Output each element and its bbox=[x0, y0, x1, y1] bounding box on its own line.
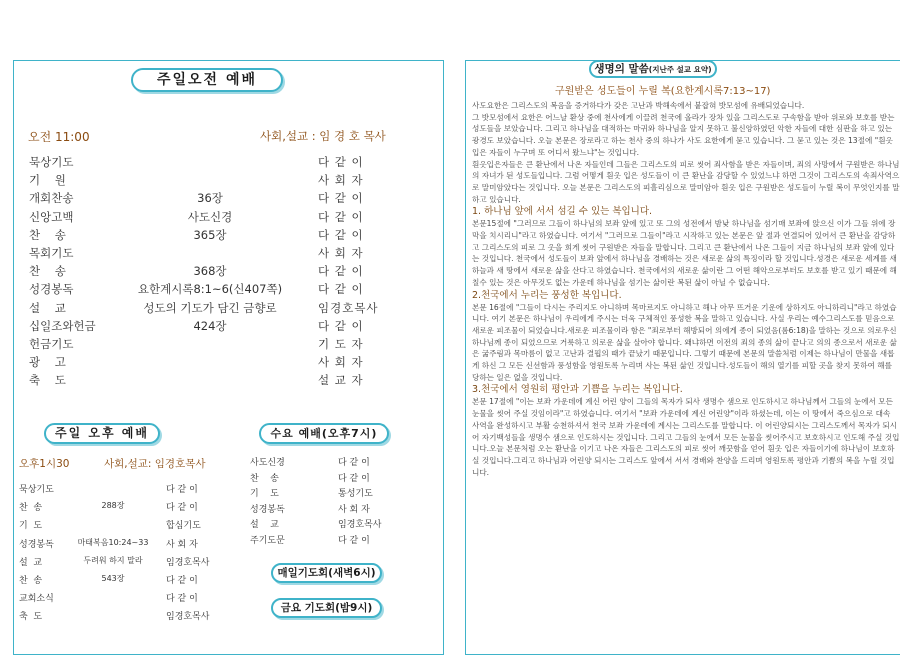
morning-item-person: 사 회 자 bbox=[318, 355, 364, 370]
sermon-point-heading: 3.천국에서 영원히 평안과 기쁨을 누리는 복입니다. bbox=[472, 384, 683, 396]
afternoon-item-name: 찬 송 bbox=[19, 503, 43, 514]
afternoon-item-name: 축 도 bbox=[19, 612, 43, 623]
morning-item-name: 신앙고백 bbox=[29, 209, 74, 224]
afternoon-item-person: 다 같 이 bbox=[166, 503, 198, 514]
wednesday-item-person: 다 같 이 bbox=[338, 473, 370, 484]
afternoon-item-name: 교회소식 bbox=[19, 594, 54, 605]
morning-item-name: 찬 송 bbox=[29, 264, 66, 279]
wednesday-item-person: 임경호목사 bbox=[338, 520, 382, 530]
morning-item-person: 다 같 이 bbox=[318, 209, 364, 224]
afternoon-item-name: 묵상기도 bbox=[19, 485, 54, 495]
wednesday-item-name: 주기도문 bbox=[250, 535, 285, 546]
afternoon-item-person: 다 같 이 bbox=[166, 594, 198, 605]
wednesday-service-title: 수요 예배(오후7시) bbox=[259, 423, 389, 444]
morning-item-detail: 36장 bbox=[197, 191, 223, 206]
morning-service-title: 주일오전 예배 bbox=[131, 68, 283, 92]
sermon-point-text: 본문 16절에 "그들이 다시는 주리지도 아니하며 목마르지도 아니하고 해나 아무 뜨거운 기운에 상하지도 아니하리니"라고 하였습니다. 여기 본문은 하나님이 우리에게 주시는 더욱 구체적인 풍성한 복을 말하고 있습니다. 사실 우리는 예수그리스도를 믿음으로 새로운 피조물이 되었습니다.새로운 피조물이라 함은 "죄로부터 해방되어 의에게 종이 되었음(롬6:18)을 말하는 것으로 의로우신 하나님께 종이 되었으므로 거룩하고 의로운 삶을 살아야 합니다. 왜냐하면 이전의 죄의 종의 삶이 끝나고 의의 종으로서 새로운 삶은 굶주림과 목마름이 없고 고난과 결핍의 때가 끝났기 때문입니다. 그렇기 때문에 본문의 말씀처럼 이제는 하나님이 만물을 새롭게 하신 그 모든 신선함과 풍성함을 영원토록 누리며 사는 복된 삶인 것입니다.성도들이 해의 열기를 피할 곳을 찾지 못하여 해를 당하는 일은 없을 것입니다. bbox=[472, 302, 897, 382]
afternoon-item-detail: 288장 bbox=[101, 501, 125, 511]
morning-item-person: 다 같 이 bbox=[318, 191, 364, 206]
afternoon-officiant: 사회,설교: 임경호목사 bbox=[104, 458, 206, 470]
afternoon-item-person: 다 같 이 bbox=[166, 576, 198, 586]
morning-item-name: 성경봉독 bbox=[29, 282, 74, 297]
sermon-paragraph: 그 밧모섬에서 요한은 어느날 환상 중에 천사에게 이끌려 천국에 올라가 장차 있을 그리스도로 구속함을 받아 위로와 보호를 받는 성도들을 보았습니다. 그리고 하나님을 대적하는 마귀와 하나님을 알지 못하고 불신앙하였던 악한 자들에 대한 심판을 하고 있는 광경도 보았습니다. 오늘 본문은 장로라고 하는 천사 중의 하나가 사도 요한에게 묻고 있습니다. 그 묻고 있는 것은 13절에 "흰옷 입은 자들이 누구며 또 어디서 왔느냐"는 것입니다. bbox=[472, 112, 895, 157]
morning-time: 오전 11:00 bbox=[28, 130, 90, 144]
morning-item-name: 축 도 bbox=[29, 373, 66, 388]
morning-item-person: 사 회 자 bbox=[318, 173, 364, 188]
morning-item-person: 설 교 자 bbox=[318, 373, 364, 388]
wednesday-item-person: 다 같 이 bbox=[338, 458, 370, 468]
afternoon-service-title: 주일 오후 예배 bbox=[44, 423, 160, 444]
morning-item-person: 임경호목사 bbox=[318, 300, 379, 315]
morning-item-detail: 368장 bbox=[193, 264, 227, 279]
afternoon-item-person: 임경호목사 bbox=[166, 557, 210, 568]
morning-item-detail: 성도의 기도가 담긴 금향로 bbox=[143, 300, 277, 315]
sermon-subtitle: 구원받은 성도들이 누릴 복(요한계시록7:13~17) bbox=[555, 86, 771, 97]
morning-item-detail: 365장 bbox=[193, 227, 227, 242]
morning-item-person: 다 같 이 bbox=[318, 264, 364, 279]
morning-item-name: 설 교 bbox=[29, 300, 66, 315]
afternoon-item-person: 합심기도 bbox=[166, 521, 201, 532]
morning-item-detail: 사도신경 bbox=[187, 209, 233, 224]
sermon-title: 생명의 말씀 bbox=[594, 63, 649, 75]
afternoon-item-detail: 543장 bbox=[101, 574, 125, 583]
afternoon-item-detail: 두려워 하지 말라 bbox=[83, 555, 143, 565]
morning-item-name: 개회찬송 bbox=[29, 191, 74, 206]
wednesday-item-person: 사 회 자 bbox=[338, 504, 370, 515]
wednesday-item-name: 찬 송 bbox=[250, 473, 279, 484]
wednesday-item-name: 설 교 bbox=[250, 520, 279, 530]
sermon-paragraph: 흰옷입은자들은 큰 환난에서 나온 자들인데 그들은 그리스도의 피로 씻어 죄사함을 받은 자들이며, 죄의 사망에서 구원받은 하나님의 자녀가 된 성도들입니다. 그럼 어떻게 흰옷 입은 성도들이 이 큰 환난을 감당할 수 있었느냐 하면 그것이 그리스도의 속죄사역으로 말미암았다는 것입니다. 오늘 본문은 그리스도의 피흘리심으로 말미암아 흰옷 입은 구원받은 성도들이 누릴 복이 무엇인지를 말하고 있습니다. bbox=[472, 159, 900, 204]
morning-item-name: 목회기도 bbox=[29, 246, 74, 260]
afternoon-item-name: 성경봉독 bbox=[19, 539, 54, 550]
morning-item-person: 사 회 자 bbox=[318, 246, 364, 260]
wednesday-item-person: 다 같 이 bbox=[338, 535, 370, 546]
morning-item-detail: 424장 bbox=[193, 318, 227, 333]
wednesday-item-name: 기 도 bbox=[250, 489, 279, 499]
afternoon-item-detail: 마태복음10:24~33 bbox=[77, 537, 149, 547]
afternoon-item-name: 설 교 bbox=[19, 557, 43, 568]
sermon-point-text: 본문15절에 "그러므로 그들이 하나님의 보좌 앞에 있고 또 그의 성전에서 밤낮 하나님을 섬기매 보좌에 앉으신 이가 그들 위에 장막을 치시리니"라고 하였습니다. 여기서 "그러므로 그들이"라고 시작하고 있는 본문은 앞 절과 연결되어 있어서 큰 환난을 감당하고 그리스도의 피로 그 옷을 희게 씻어 구원받은 자들을 말합니다. 그리고 큰 환난에서 나온 그들이 지금 하나님의 보좌 앞에 있다는 것입니다. 천국에서 성도들이 보좌 앞에서 하나님을 경배하는 것은 새로운 삶의 특징이라 할 것입니다.성경은 새로운 세계를 새 하늘과 새 땅에서 새로운 삶을 산다고 하였습니다. 천국에서의 새로운 삶이란 그 어떤 해악으로부터도 보호를 받고 있기 때문에 해칠수 있는 것은 아무것도 없는 가운데 하나님을 섬기는 삶이란 복된 삶이 아닐 수 없습니다. bbox=[472, 219, 897, 287]
afternoon-item-person: 임경호목사 bbox=[166, 612, 210, 623]
afternoon-time: 오후1시30 bbox=[19, 458, 70, 470]
wednesday-item-name: 사도신경 bbox=[250, 458, 285, 468]
afternoon-item-person: 사 회 자 bbox=[166, 539, 198, 550]
morning-item-name: 묵상기도 bbox=[29, 155, 74, 169]
wednesday-item-person: 통성기도 bbox=[338, 489, 373, 499]
sermon-point-heading: 2.천국에서 누리는 풍성한 복입니다. bbox=[472, 289, 622, 301]
sermon-title-sub: (지난주 설교 요약) bbox=[648, 65, 712, 74]
afternoon-item-person: 다 같 이 bbox=[166, 485, 198, 495]
daily-prayer-title: 매일기도회(새벽6시) bbox=[271, 563, 382, 583]
friday-prayer-title: 금요 기도회(밤9시) bbox=[271, 598, 382, 618]
morning-item-person: 기 도 자 bbox=[318, 337, 364, 351]
morning-item-person: 다 같 이 bbox=[318, 155, 364, 169]
morning-item-detail: 요한계시록8:1~6(신407쪽) bbox=[137, 282, 283, 297]
morning-item-person: 다 같 이 bbox=[318, 282, 364, 297]
morning-item-person: 다 같 이 bbox=[318, 227, 364, 242]
morning-item-name: 십일조와헌금 bbox=[29, 318, 96, 333]
morning-item-person: 다 같 이 bbox=[318, 318, 364, 333]
morning-item-name: 기 원 bbox=[29, 173, 66, 188]
morning-item-name: 광 고 bbox=[29, 355, 66, 370]
sermon-point-heading: 1. 하나님 앞에 서서 섬길 수 있는 복입니다. bbox=[472, 206, 653, 218]
afternoon-item-name: 찬 송 bbox=[19, 576, 43, 586]
morning-item-name: 헌금기도 bbox=[29, 337, 74, 351]
sermon-point-text: 본문 17절에 "이는 보좌 가운데에 계신 어린 양이 그들의 목자가 되사 생명수 샘으로 인도하시고 하나님께서 그들의 눈에서 모든 눈물을 씻어 주실 것임이라"고 하였습니다. 여기서 "보좌 가운데에 계신 어린양"이라 하셨는데, 이는 이 땅에서 죽으심으로 대속 사역을 완성하시고 부활 승천하셔서 천국 보좌 가운데에 계시는 그리스도를 말합니다. 이 어린양되시는 그리스도께서 목자가 되시어 자기백성들을 생명수 샘으로 인도하시는 것입니다. 그리고 그들의 눈에서 모든 눈물을 씻어주시고 보호하시고 인도해 주실 것입니다.오늘 본문처럼 오는 환난을 이기고 나온 자들은 그리스도의 피로 씻어 깨끗함을 얻어 흰옷 입은 자들이기에 하나님이 보호하실 것입니다.그리고 하나님과 어린양 되시는 그리스도 앞에서 서서 경배와 찬양을 드리며 영원토록 평안과 기쁨의 복을 누릴 것입니다. bbox=[472, 397, 900, 477]
morning-item-name: 찬 송 bbox=[29, 227, 66, 242]
sermon-paragraph: 사도요한은 그리스도의 복음을 증거하다가 갖은 고난과 박해속에서 붙잡혀 밧모섬에 유배되었습니다. bbox=[472, 101, 805, 110]
morning-officiant: 사회,설교 : 임 경 호 목사 bbox=[260, 129, 386, 143]
wednesday-item-name: 성경봉독 bbox=[250, 504, 285, 515]
sermon-body bbox=[472, 100, 900, 478]
sermon-title-badge bbox=[589, 60, 717, 78]
afternoon-item-name: 기 도 bbox=[19, 521, 43, 532]
